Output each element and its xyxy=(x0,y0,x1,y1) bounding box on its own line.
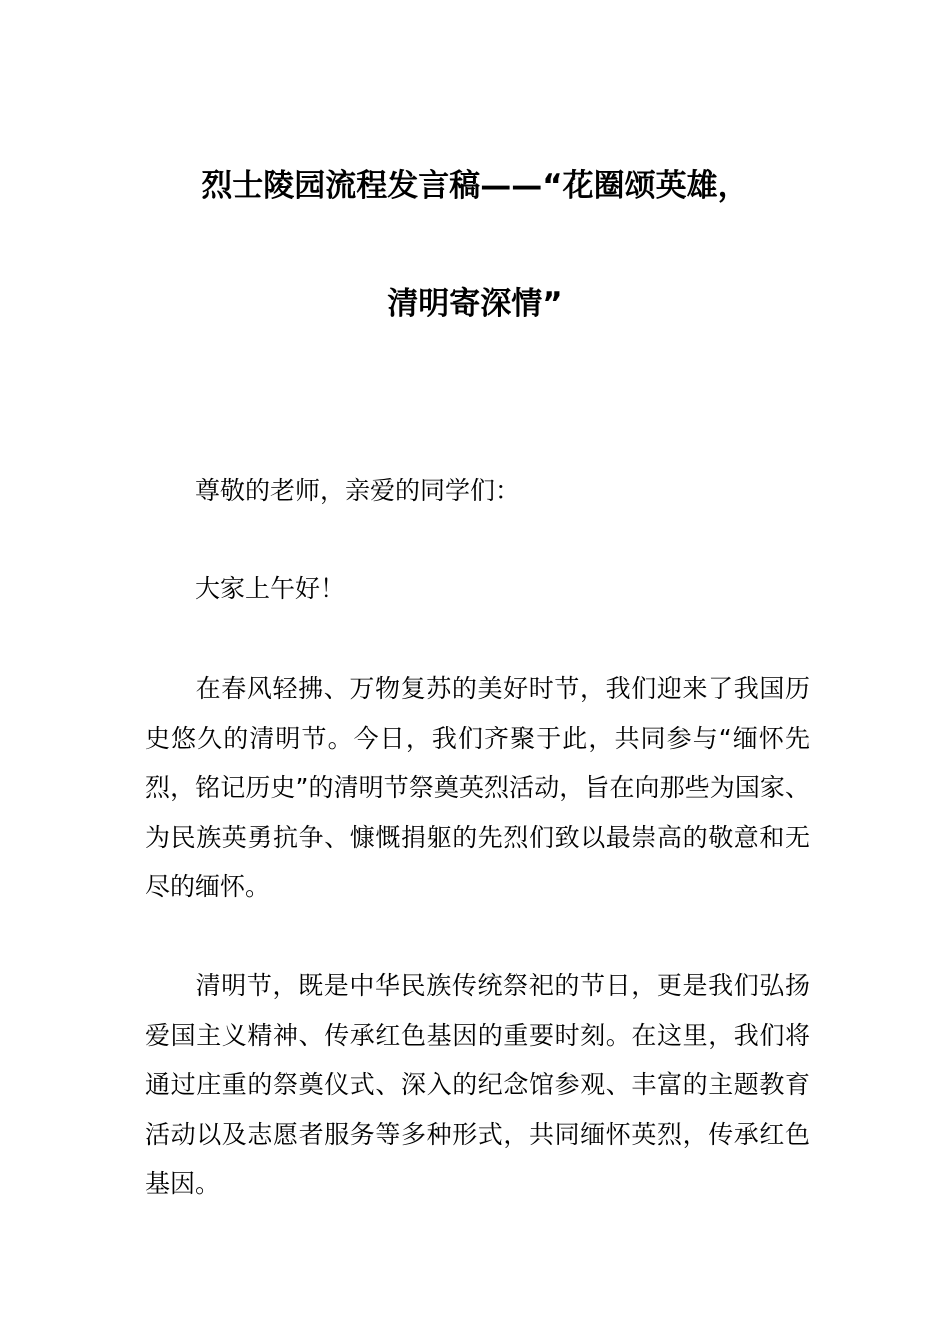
paragraph-2 xyxy=(145,961,810,1209)
page-title-line-1: 烈士陵园流程发言稿——“花圈颂英雄， xyxy=(201,168,749,204)
paragraph-1-text: 在春风轻拂、万物复苏的美好时节，我们迎来了我国历史悠久的清明节。今日，我们齐聚于此，共同参与“缅怀先烈，铭记历史”的清明节祭奠英烈活动，旨在向那些为国家、为民族英勇抗争、慷慨捐躯的先烈们致以最崇高的敬意和无尽的缅怀。 xyxy=(145,674,810,901)
greeting: 大家上午好！ xyxy=(195,574,346,603)
paragraph-1 xyxy=(145,664,810,912)
salutation: 尊敬的老师，亲爱的同学们： xyxy=(195,476,521,505)
page-title-line-2: 清明寄深情” xyxy=(387,286,563,322)
paragraph-2-text: 清明节，既是中华民族传统祭祀的节日，更是我们弘扬爱国主义精神、传承红色基因的重要时刻。在这里，我们将通过庄重的祭奠仪式、深入的纪念馆参观、丰富的主题教育活动以及志愿者服务等多种形式，共同缅怀英烈，传承红色基因。 xyxy=(145,971,810,1198)
